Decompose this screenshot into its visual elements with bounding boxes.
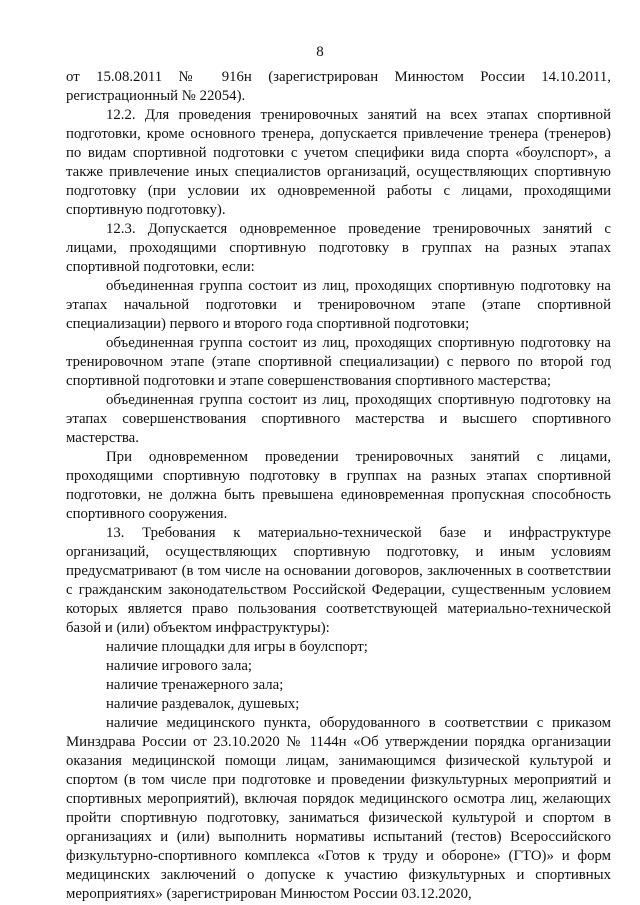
requirement-item-2: наличие игрового зала; — [106, 658, 253, 674]
condition-item-1: объединенная группа состоит из лиц, проходящих спортивную подготовку на этапах начальной подготовки и тренировочном этапе (этапе спортивной специализации) первого и второго года спортивной подготовки; — [66, 278, 611, 332]
paragraph-continuation: от 15.08.2011 № 916н (зарегистрирован Минюстом России 14.10.2011, регистрационный № 22054). — [66, 69, 611, 104]
requirement-item-1: наличие площадки для игры в боулспорт; — [106, 639, 368, 655]
paragraph-13: 13. Требования к материально-технической базе и инфраструктуре организаций, осуществляющих спортивную подготовку, и иным условиям предусматривают (в том числе на основании договоров, заключенных в соответствии с гражданским законодательством Российской Федерации, существенным условием которых является право пользования соответствующей материально-технической базой и (или) объектом инфраструктуры): — [66, 525, 611, 636]
condition-item-2: объединенная группа состоит из лиц, проходящих спортивную подготовку на тренировочном этапе (этапе спортивной специализации) с первого по второй год спортивной подготовки и этапе совершенствования спортивного мастерства; — [66, 335, 611, 389]
requirement-item-3: наличие тренажерного зала; — [106, 677, 284, 693]
page-number: 8 — [316, 44, 324, 60]
paragraph-capacity-note: При одновременном проведении тренировочных занятий с лицами, проходящими спортивную подготовку в группах на разных этапах спортивной подготовки, не должна быть превышена единовременная пропускная способность спортивного сооружения. — [66, 449, 611, 522]
condition-item-3: объединенная группа состоит из лиц, проходящих спортивную подготовку на этапах совершенствования спортивного мастерства и высшего спортивного мастерства. — [66, 392, 611, 446]
requirement-item-4: наличие раздевалок, душевых; — [106, 696, 300, 712]
paragraph-12-3: 12.3. Допускается одновременное проведение тренировочных занятий с лицами, проходящими спортивную подготовку в группах на разных этапах спортивной подготовки, если: — [66, 221, 611, 275]
document-body — [66, 68, 611, 904]
paragraph-12-2: 12.2. Для проведения тренировочных занятий на всех этапах спортивной подготовки, кроме основного тренера, допускается привлечение тренера (тренеров) по видам спортивной подготовки с учетом специфики вида спорта «боулспорт», а также привлечение иных специалистов организаций, осуществляющих спортивную подготовку (при условии их одновременной работы с лицами, проходящими спортивную подготовку). — [66, 107, 611, 218]
requirement-item-5: наличие медицинского пункта, оборудованного в соответствии с приказом Минздрава России от 23.10.2020 № 1144н «Об утверждении порядка организации оказания медицинской помощи лицам, занимающимся физической культурой и спортом (в том числе при подготовке и проведении физкультурных мероприятий и спортивных мероприятий), включая порядок медицинского осмотра лиц, желающих пройти спортивную подготовку, заниматься физической культурой и спортом в организациях и (или) выполнить нормативы испытаний (тестов) Всероссийского физкультурно-спортивного комплекса «Готов к труду и обороне» (ГТО)» и форм медицинских заключений о допуске к участию физкультурных и спортивных мероприятиях» (зарегистрирован Минюстом России 03.12.2020, — [66, 715, 611, 902]
